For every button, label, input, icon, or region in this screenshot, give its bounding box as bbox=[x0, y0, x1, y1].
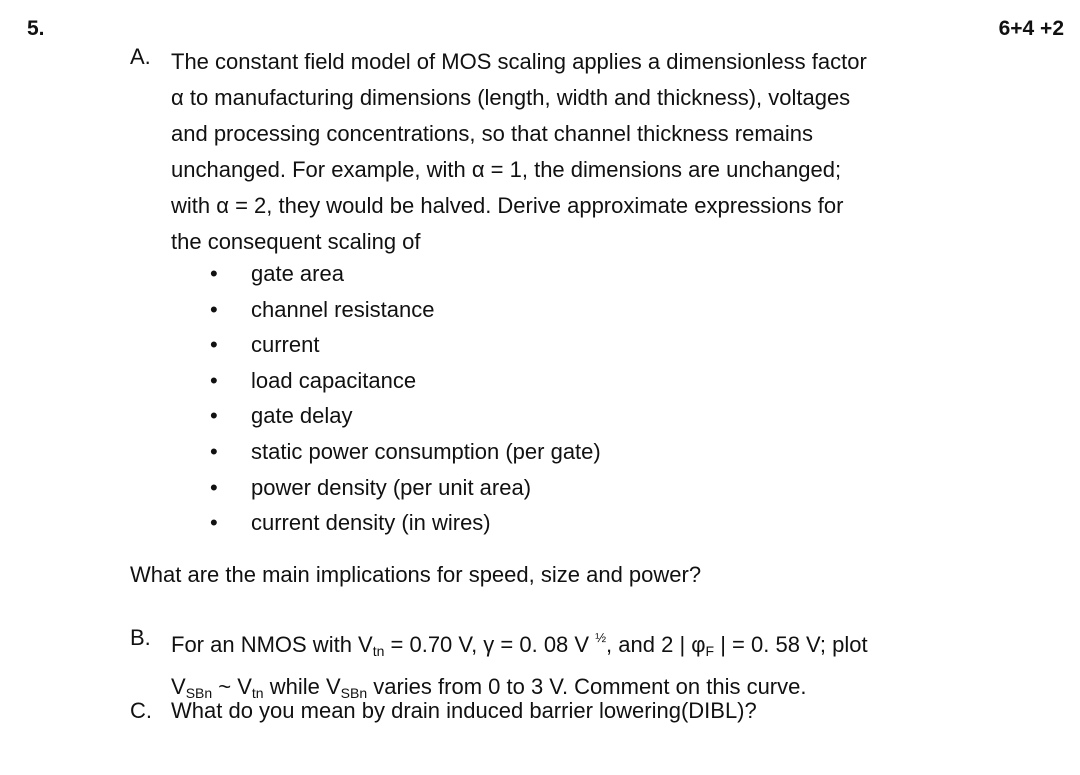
part-a-line: α to manufacturing dimensions (length, width and thickness), voltages bbox=[171, 85, 851, 110]
bullet-icon: • bbox=[210, 367, 218, 393]
part-a-label: A. bbox=[130, 44, 151, 69]
scaling-quantities-list bbox=[210, 256, 601, 541]
list-item bbox=[210, 434, 601, 470]
part-c-text: What do you mean by drain induced barrier lowering(DIBL)? bbox=[171, 698, 757, 723]
list-item-text: load capacitance bbox=[251, 367, 417, 393]
list-item-text: gate area bbox=[251, 261, 344, 286]
part-a-line: with α = 2, they would be halved. Derive approximate expressions for bbox=[171, 193, 844, 218]
list-item bbox=[210, 470, 601, 506]
part-a-line: unchanged. For example, with α = 1, the dimensions are unchanged; bbox=[171, 157, 842, 182]
subscript: tn bbox=[251, 685, 264, 701]
part-a bbox=[130, 44, 966, 260]
part-a-text bbox=[171, 44, 966, 260]
subscript: tn bbox=[372, 643, 385, 659]
superscript: ½ bbox=[595, 630, 607, 645]
list-item bbox=[210, 292, 601, 328]
text-run: V bbox=[171, 674, 186, 699]
bullet-icon: • bbox=[210, 438, 218, 464]
subscript: SBn bbox=[185, 685, 213, 701]
bullet-icon: • bbox=[210, 403, 218, 429]
bullet-icon: • bbox=[210, 332, 218, 358]
list-item bbox=[210, 398, 601, 434]
subscript: SBn bbox=[340, 685, 368, 701]
list-item bbox=[210, 256, 601, 292]
text-run: while V bbox=[263, 674, 341, 699]
part-b-line bbox=[171, 620, 966, 669]
text-run: | = 0. 58 V; plot bbox=[714, 632, 868, 657]
part-a-line: the consequent scaling of bbox=[171, 229, 421, 254]
text-run: ~ V bbox=[212, 674, 252, 699]
part-c bbox=[130, 693, 966, 729]
part-a-line: The constant field model of MOS scaling applies a dimensionless factor bbox=[171, 49, 867, 74]
list-item-text: current bbox=[251, 332, 320, 358]
list-item-text: power density (per unit area) bbox=[251, 474, 532, 500]
part-a-line: and processing concentrations, so that channel thickness remains bbox=[171, 121, 814, 146]
list-item bbox=[210, 327, 601, 363]
list-item-text: static power consumption (per gate) bbox=[251, 438, 601, 464]
bullet-icon: • bbox=[210, 474, 218, 500]
implications-question: What are the main implications for speed, size and power? bbox=[130, 562, 702, 587]
list-item-text: gate delay bbox=[251, 403, 353, 429]
list-item bbox=[210, 505, 601, 541]
text-run: For an NMOS with V bbox=[171, 632, 373, 657]
part-c-label: C. bbox=[130, 698, 152, 723]
bullet-icon: • bbox=[210, 261, 218, 286]
bullet-icon: • bbox=[210, 296, 218, 322]
part-b-label: B. bbox=[130, 625, 151, 650]
list-item-text: channel resistance bbox=[251, 296, 435, 322]
list-item bbox=[210, 363, 601, 399]
question-number: 5. bbox=[27, 17, 45, 40]
subscript: F bbox=[705, 643, 715, 659]
bullet-icon: • bbox=[210, 510, 218, 536]
text-run: = 0.70 V, γ = 0. 08 V bbox=[384, 632, 596, 657]
list-item-text: current density (in wires) bbox=[251, 510, 491, 536]
text-run: varies from 0 to 3 V. Comment on this curve. bbox=[367, 674, 807, 699]
marks-allocation: 6+4 +2 bbox=[998, 17, 1064, 40]
text-run: , and 2 | φ bbox=[606, 632, 706, 657]
